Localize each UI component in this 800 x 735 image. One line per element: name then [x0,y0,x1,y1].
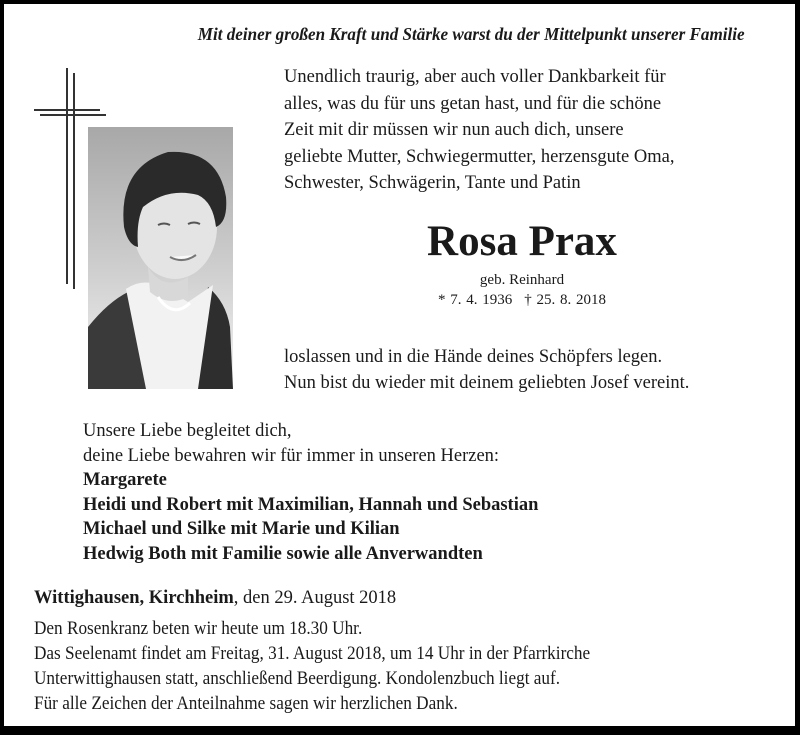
cross-vertical-line-1 [66,68,68,284]
motto-text: Mit deiner großen Kraft und Stärke warst du der Mittelpunkt unserer Familie [198,24,745,44]
birth-name: geb. Reinhard [479,272,565,288]
family-line: deine Liebe bewahren wir für immer in unseren Herzen: [83,445,500,466]
family-section [83,419,783,566]
place-date [34,586,774,610]
release-line: Nun bist du wieder mit deinem geliebten Josef vereint. [284,373,690,393]
intro-line: alles, was du für uns getan hast, und für die schöne [284,93,662,114]
note-line: Den Rosenkranz beten wir heute um 18.30 Uhr. [34,619,363,639]
note-line: Unterwittighausen statt, anschließend Beerdigung. Kondolenzbuch liegt auf. [34,669,561,689]
mourner: Heidi und Robert mit Maximilian, Hannah und Sebastian [83,494,539,515]
cross-vertical-line-2 [73,73,75,289]
cross-horizontal-line-1 [34,109,100,111]
deceased-name: Rosa Prax [427,218,617,265]
family-line: Unsere Liebe begleitet dich, [83,421,292,441]
mourner: Hedwig Both mit Familie sowie alle Anverwandten [83,543,483,564]
intro-text [284,64,784,197]
intro-line: Schwester, Schwägerin, Tante und Patin [284,173,581,193]
date: , den 29. August 2018 [233,588,397,608]
intro-line: Zeit mit dir müssen wir nun auch dich, unsere [284,120,624,140]
portrait-photo [88,127,233,389]
mourner: Margarete [83,470,167,490]
birth-date: * 7. 4. 1936 [438,292,513,308]
release-line: loslassen und in die Hände deines Schöpfers legen. [284,347,663,367]
release-text [284,344,784,396]
note-line: Für alle Zeichen der Anteilnahme sagen wir herzlichen Dank. [34,694,458,714]
intro-line: geliebte Mutter, Schwiegermutter, herzensgute Oma, [284,146,675,167]
obituary-card [4,4,795,726]
death-date: † 25. 8. 2018 [524,292,606,308]
note-line: Das Seelenamt findet am Freitag, 31. August 2018, um 14 Uhr in der Pfarrkirche [34,644,591,664]
mourner: Michael und Silke mit Marie und Kilian [83,519,400,539]
service-notes [34,617,784,717]
cross-horizontal-line-2 [40,114,106,116]
place: Wittighausen, Kirchheim [34,588,234,608]
portrait-illustration [88,127,233,389]
life-dates [284,290,760,310]
intro-line: Unendlich traurig, aber auch voller Dankbarkeit für [284,67,666,87]
motto [4,24,795,45]
